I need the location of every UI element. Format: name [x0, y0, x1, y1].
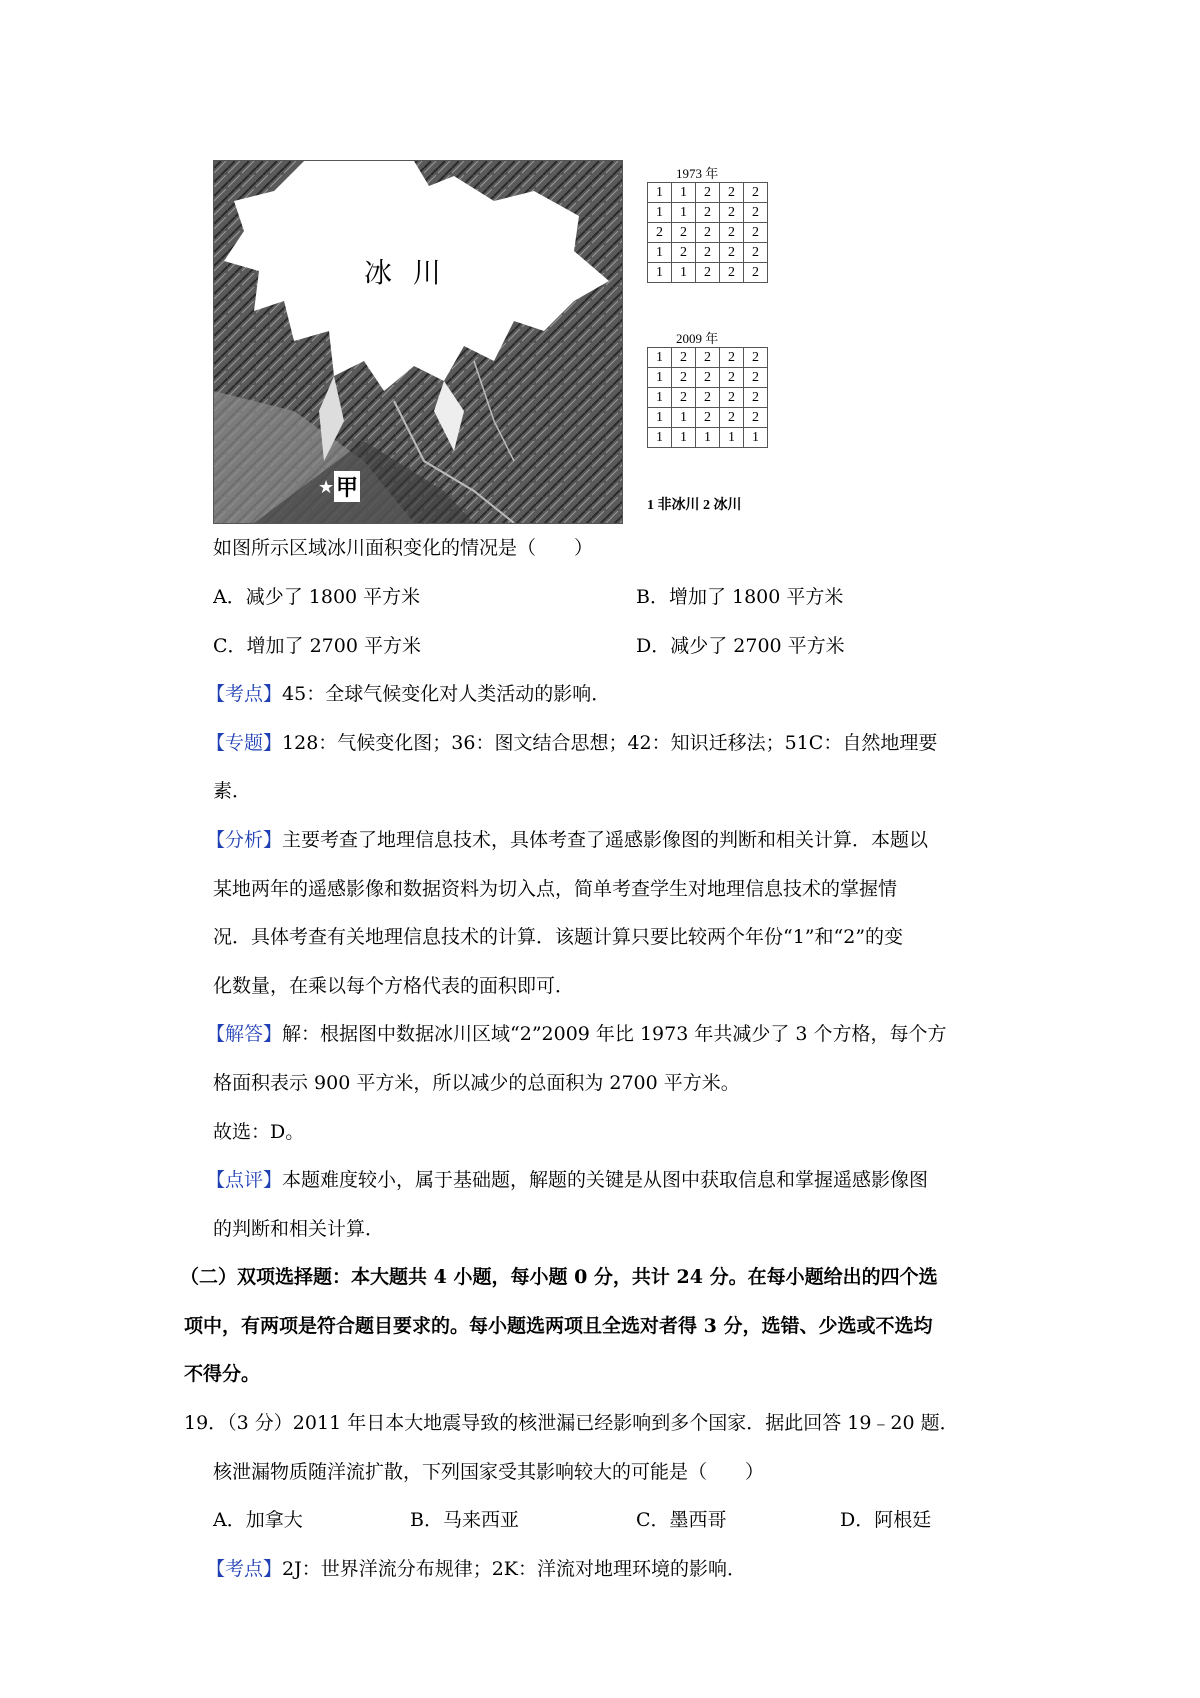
grid-cell: 2	[696, 388, 720, 408]
q18-kaodian	[206, 681, 610, 707]
grid-row	[648, 183, 768, 203]
q18-fenxi	[206, 827, 928, 853]
q18-zhuanti	[206, 730, 937, 756]
zhuanti-text-2: 素．	[213, 780, 252, 802]
grid-row	[648, 408, 768, 428]
q18-option-a: A．减少了 1800 平方米	[213, 586, 421, 608]
jieda-text-2: 格面积表示 900 平方米，所以减少的总面积为 2700 平方米。	[213, 1072, 740, 1094]
grid-2009-year: 2009 年	[676, 331, 719, 346]
dianping-text-1: 本题难度较小，属于基础题，解题的关键是从图中获取信息和掌握遥感影像图	[282, 1169, 929, 1191]
grid-cell: 2	[744, 348, 768, 368]
glacier-satellite-image	[213, 160, 623, 524]
grid-cell: 2	[720, 223, 744, 243]
grid-cell: 2	[672, 223, 696, 243]
jieda-text-1: 解：根据图中数据冰川区域“2”2009 年比 1973 年共减少了 3 个方格，每个方	[282, 1023, 947, 1045]
grid-cell: 2	[744, 388, 768, 408]
grid-cell: 1	[672, 203, 696, 223]
grid-cell: 2	[672, 243, 696, 263]
fenxi-text-3: 况．具体考查有关地理信息技术的计算．该题计算只要比较两个年份“1”和“2”的变	[213, 926, 904, 948]
q19-option-b: B．马来西亚	[410, 1509, 519, 1531]
fenxi-text-4: 化数量，在乘以每个方格代表的面积即可．	[213, 975, 575, 997]
grid-cell: 2	[696, 348, 720, 368]
grid-cell: 2	[744, 243, 768, 263]
zhuanti-text-1: 128：气候变化图；36：图文结合思想；42：知识迁移法；51C：自然地理要	[282, 732, 938, 754]
q18-option-d: D．减少了 2700 平方米	[636, 635, 845, 657]
q18-option-b: B．增加了 1800 平方米	[636, 586, 844, 608]
section2-line-2: 项中，有两项是符合题目要求的。每小题选两项且全选对者得 3 分，选错、少选或不选均	[184, 1315, 933, 1337]
grid-cell: 2	[720, 203, 744, 223]
grid-cell: 1	[672, 408, 696, 428]
q19-intro: 19．（3 分）2011 年日本大地震导致的核泄漏已经影响到多个国家．据此回答 19﹣20 题．	[184, 1412, 959, 1434]
q19-kaodian-tag: 【考点】	[206, 1558, 283, 1580]
grid-cell: 1	[648, 368, 672, 388]
q18-dianping	[206, 1167, 928, 1193]
grid-cell: 1	[648, 183, 672, 203]
q18-option-c: C．增加了 2700 平方米	[213, 635, 421, 657]
grid-cell: 1	[648, 408, 672, 428]
grid-cell: 1	[648, 348, 672, 368]
dianping-text-2: 的判断和相关计算．	[213, 1218, 385, 1240]
fenxi-text-2: 某地两年的遥感影像和数据资料为切入点，简单考查学生对地理信息技术的掌握情	[213, 878, 898, 900]
q19-kaodian	[206, 1556, 746, 1582]
jieda-tag: 【解答】	[206, 1023, 283, 1045]
grid-cell: 1	[672, 183, 696, 203]
kaodian-tag: 【考点】	[206, 683, 283, 705]
grid-cell: 2	[696, 223, 720, 243]
guxuan-text: 故选：D。	[213, 1121, 305, 1143]
grid-cell: 2	[744, 263, 768, 283]
grid-cell: 2	[696, 368, 720, 388]
grid-cell: 2	[744, 368, 768, 388]
grid-cell: 1	[648, 388, 672, 408]
grid-1973-year: 1973 年	[676, 166, 719, 181]
grid-cell: 2	[720, 388, 744, 408]
q19-option-c: C．墨西哥	[636, 1509, 727, 1531]
grid-cell: 2	[648, 223, 672, 243]
glacier-label: 冰 川	[364, 256, 447, 289]
grid-cell: 1	[672, 428, 696, 448]
grid-row	[648, 388, 768, 408]
section2-line-1: （二）双项选择题：本大题共 4 小题，每小题 0 分，共计 24 分。在每小题给出的四个选	[180, 1266, 938, 1288]
q19-stem: 核泄漏物质随洋流扩散，下列国家受其影响较大的可能是（ ）	[213, 1461, 765, 1483]
grid-cell: 1	[744, 428, 768, 448]
fenxi-tag: 【分析】	[206, 829, 283, 851]
grid-cell: 2	[720, 263, 744, 283]
grid-legend: 1 非冰川 2 冰川	[647, 498, 742, 513]
grid-cell: 2	[696, 408, 720, 428]
grid-cell: 2	[744, 408, 768, 428]
q19-kaodian-text: 2J：世界洋流分布规律；2K：洋流对地理环境的影响．	[282, 1558, 747, 1580]
grid-cell: 1	[648, 203, 672, 223]
grid-cell: 2	[672, 368, 696, 388]
grid-cell: 2	[744, 223, 768, 243]
dianping-tag: 【点评】	[206, 1169, 283, 1191]
grid-row	[648, 243, 768, 263]
grid-cell: 2	[696, 183, 720, 203]
grid-row	[648, 263, 768, 283]
grid-cell: 2	[744, 183, 768, 203]
grid-1973	[647, 182, 768, 283]
zhuanti-tag: 【专题】	[206, 732, 283, 754]
grid-cell: 1	[648, 263, 672, 283]
grid-row	[648, 368, 768, 388]
grid-cell: 2	[672, 388, 696, 408]
q18-stem: 如图所示区域冰川面积变化的情况是（ ）	[213, 537, 594, 559]
grid-cell: 2	[720, 348, 744, 368]
marker-jia-label: 甲	[334, 471, 360, 502]
grid-cell: 2	[696, 203, 720, 223]
grid-cell: 2	[744, 203, 768, 223]
grid-cell: 1	[672, 263, 696, 283]
kaodian-text: 45：全球气候变化对人类活动的影响．	[282, 683, 611, 705]
q19-option-d: D．阿根廷	[840, 1509, 932, 1531]
grid-row	[648, 223, 768, 243]
grid-cell: 2	[720, 368, 744, 388]
grid-cell: 2	[672, 348, 696, 368]
grid-row	[648, 348, 768, 368]
grid-cell: 1	[648, 243, 672, 263]
q19-option-a: A．加拿大	[213, 1509, 303, 1531]
grid-row	[648, 203, 768, 223]
fenxi-text-1: 主要考查了地理信息技术，具体考查了遥感影像图的判断和相关计算．本题以	[282, 829, 929, 851]
grid-cell: 1	[648, 428, 672, 448]
grid-2009	[647, 347, 768, 448]
grid-cell: 2	[720, 408, 744, 428]
grid-cell: 1	[720, 428, 744, 448]
grid-row	[648, 428, 768, 448]
q18-jieda	[206, 1021, 947, 1047]
star-icon: ★	[318, 477, 335, 498]
grid-cell: 2	[720, 243, 744, 263]
grid-cell: 2	[720, 183, 744, 203]
grid-cell: 2	[696, 263, 720, 283]
grid-cell: 2	[696, 243, 720, 263]
section2-line-3: 不得分。	[184, 1363, 261, 1385]
grid-cell: 1	[696, 428, 720, 448]
